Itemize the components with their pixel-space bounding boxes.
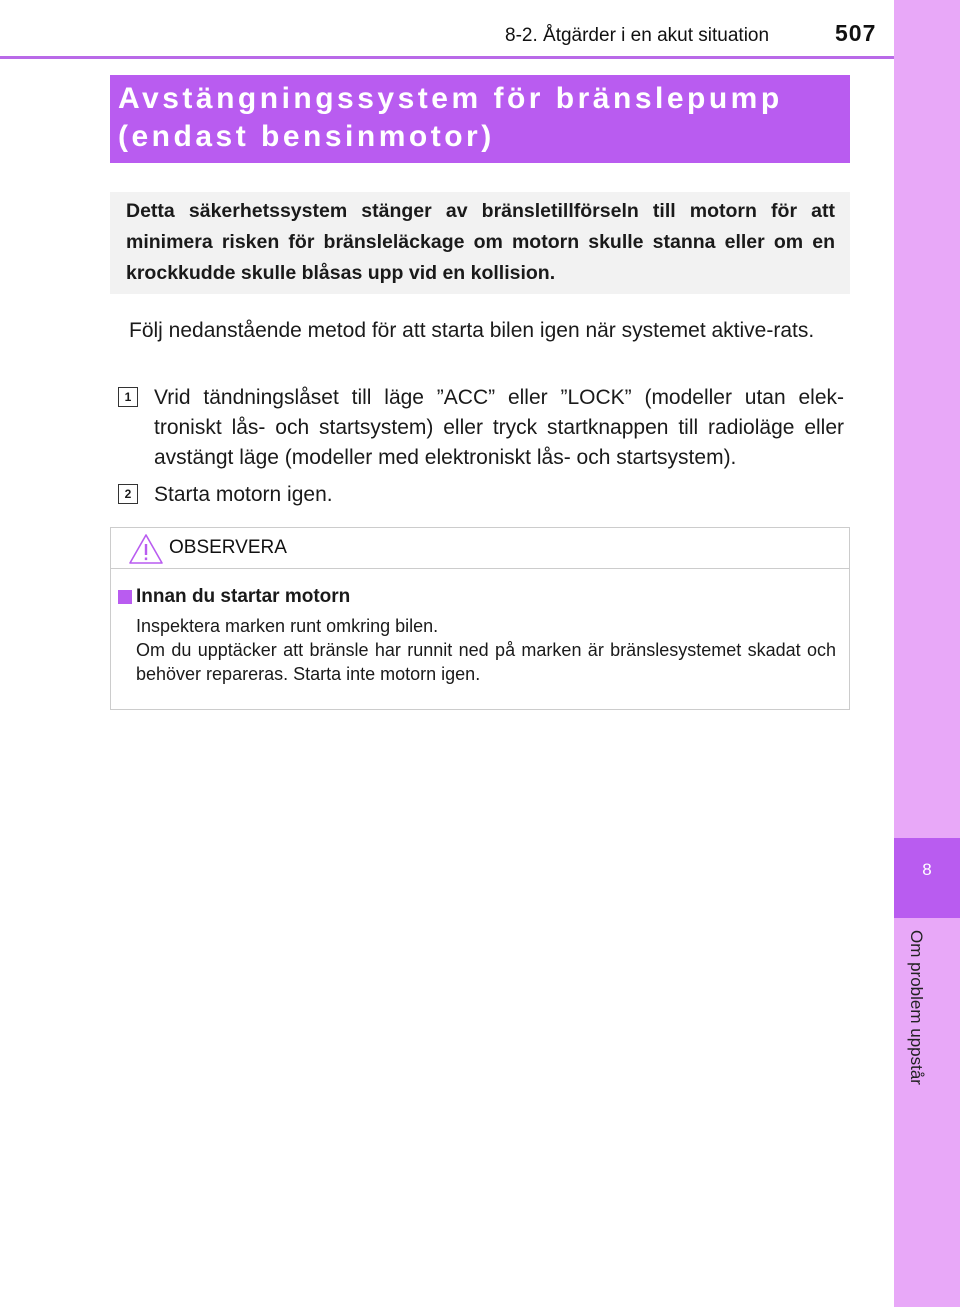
step-text-2: Starta motorn igen. (154, 483, 333, 506)
warning-triangle-icon (128, 533, 164, 565)
notice-heading: Innan du startar motorn (136, 586, 351, 607)
page-number: 507 (835, 20, 877, 46)
title-line-2: (endast bensinmotor) (118, 120, 495, 153)
notice-label: OBSERVERA (169, 537, 287, 558)
bullet-square-icon (118, 590, 132, 604)
intro-box (110, 192, 850, 294)
step-text-1: Vrid tändningslåset till läge ”ACC” eller ”LOCK” (modeller utan elek-troniskt lås- och startsystem) eller tryck startknappen till radioläge eller avstängt läge (modeller med elektroniskt lås- och startsystem). (154, 386, 844, 469)
notice-header (111, 528, 849, 569)
step-number-1: 1 (118, 387, 138, 407)
chapter-number: 8 (922, 860, 932, 879)
body-paragraph: Följ nedanstående metod för att starta bilen igen när systemet aktive-rats. (129, 319, 815, 342)
notice-body-line-1: Inspektera marken runt omkring bilen. (136, 616, 439, 636)
chapter-label: Om problem uppstår (907, 930, 926, 1085)
section-title: 8-2. Åtgärder i en akut situation (505, 25, 770, 46)
header-divider (0, 56, 894, 59)
notice-body-line-2: Om du upptäcker att bränsle har runnit ned på marken är bränslesystemet skadat och behöver repareras. Starta inte motorn igen. (136, 640, 836, 684)
step-number-2: 2 (118, 484, 138, 504)
intro-text: Detta säkerhetssystem stänger av bränsletillförseln till motorn för att minimera risken för bränsleläckage om motorn skulle stanna eller om en krockkudde skulle blåsas upp vid en kollision. (126, 200, 835, 284)
title-banner (110, 75, 850, 163)
title-line-1: Avstängningssystem för bränslepump (118, 82, 783, 115)
notice-body (136, 614, 836, 686)
notice-box (110, 527, 850, 710)
